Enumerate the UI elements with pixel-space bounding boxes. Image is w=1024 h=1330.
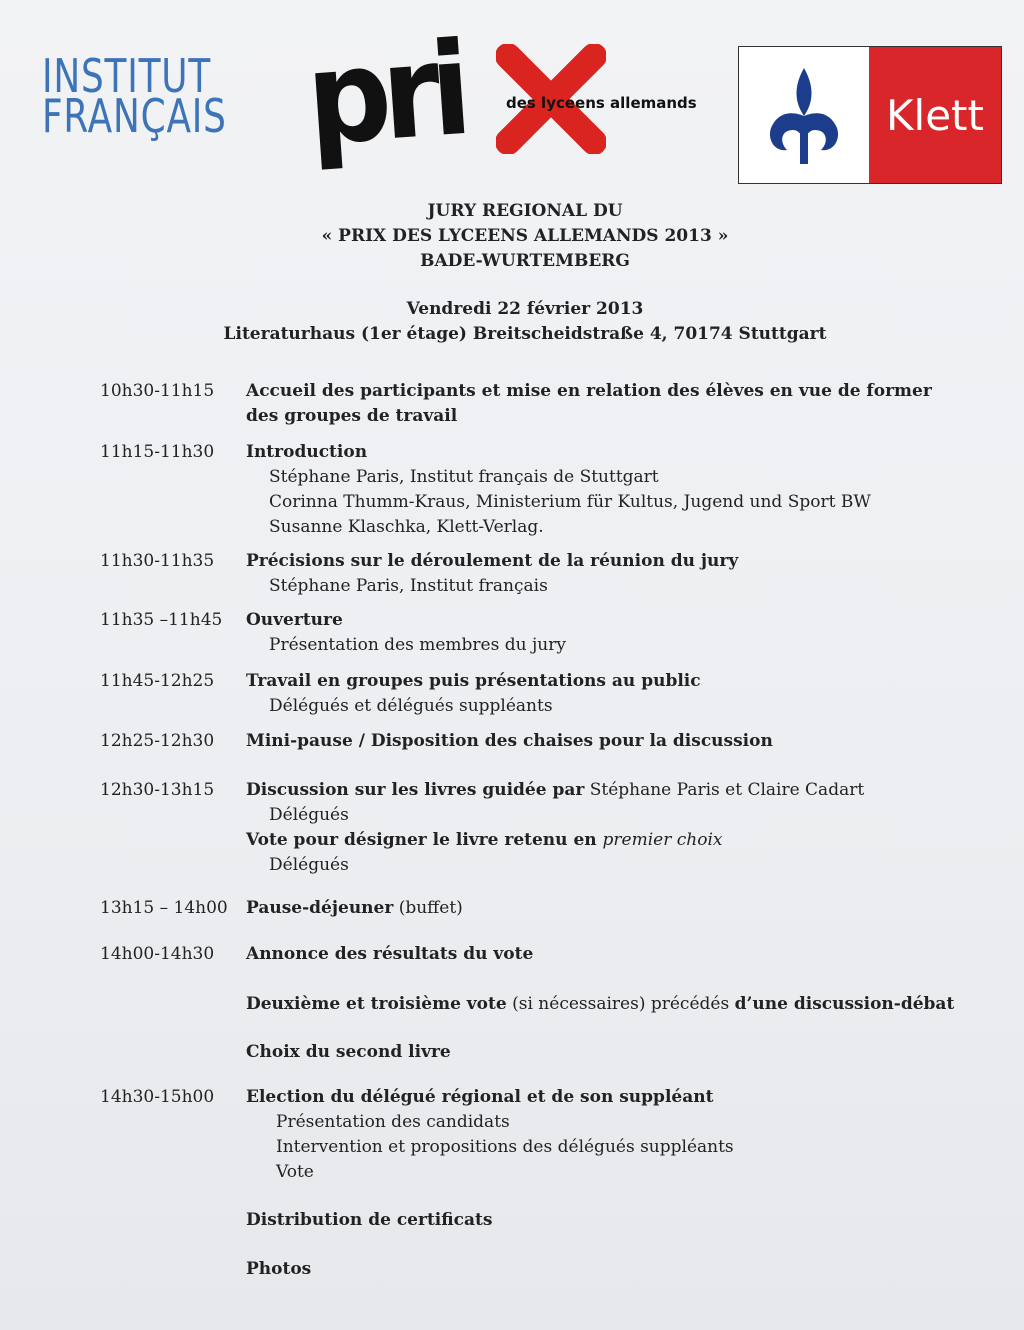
second-vote-line [246,992,954,1017]
schedule-title: Election du délégué régional et de son suppléant [246,1087,714,1107]
schedule-detail: Stéphane Paris, Institut français [269,576,548,596]
title-normal-part: (buffet) [393,898,463,918]
second-vote-bold2: d’une discussion-débat [734,994,955,1014]
schedule-time: 11h35 –11h45 [100,610,223,630]
schedule-title: Ouverture [246,610,343,630]
schedule-time: 12h30-13h15 [100,780,215,800]
schedule-detail: Corinna Thumm-Kraus, Ministerium für Kultus, Jugend und Sport BW [269,492,871,512]
event-date: Vendredi 22 février 2013 [406,299,644,319]
title-bold-part: Pause-déjeuner [246,898,394,918]
certificates-line: Distribution de certificats [246,1210,493,1230]
schedule-time: 14h30-15h00 [100,1087,215,1107]
schedule-time: 13h15 – 14h00 [100,898,228,918]
schedule-time: 14h00-14h30 [100,944,215,964]
photos-line: Photos [246,1259,312,1279]
title-bold-part: Discussion sur les livres guidée par [246,780,585,800]
klett-logo [738,46,1002,184]
schedule-title: Mini-pause / Disposition des chaises pour la discussion [246,731,773,751]
schedule-title: Introduction [246,442,368,462]
schedule-detail: Délégués [269,805,349,825]
vote-italic-part: premier choix [602,830,723,850]
title-line: « PRIX DES LYCEENS ALLEMANDS 2013 » [321,226,729,246]
schedule-title: des groupes de travail [246,406,458,426]
schedule-detail: Susanne Klaschka, Klett-Verlag. [269,517,544,537]
vote-line [246,828,864,853]
schedule-title: Accueil des participants et mise en relation des élèves en vue de former [246,381,932,401]
event-info [0,297,1024,347]
schedule-detail: Intervention et propositions des délégués suppléants [276,1137,734,1157]
prix-logo [300,15,710,176]
schedule-title: Précisions sur le déroulement de la réunion du jury [246,551,739,571]
schedule-time: 10h30-11h15 [100,381,215,401]
schedule-detail: Délégués et délégués suppléants [269,696,553,716]
title-line: JURY REGIONAL DU [427,201,623,221]
klett-wordmark: Klett [869,47,1001,183]
schedule-title: Annonce des résultats du vote [246,944,534,964]
schedule-detail: Présentation des candidats [276,1112,510,1132]
schedule-detail: Stéphane Paris, Institut français de Stuttgart [269,467,659,487]
schedule-title: Travail en groupes puis présentations au public [246,671,701,691]
institut-francais-logo [42,49,227,143]
prix-word: pri [302,15,468,175]
title-normal-part: Stéphane Paris et Claire Cadart [584,780,865,800]
schedule-time: 11h15-11h30 [100,442,215,462]
second-vote-normal: (si nécessaires) précédés [506,994,735,1014]
schedule-detail: Présentation des membres du jury [269,635,566,655]
schedule-time: 11h45-12h25 [100,671,215,691]
prix-tagline: des lyceens allemands [506,94,697,112]
document-title [0,199,1024,274]
schedule-title [246,778,864,803]
vote-bold-part: Vote pour désigner le livre retenu en [246,830,603,850]
schedule-time: 12h25-12h30 [100,731,215,751]
logo-line: INSTITUT [42,49,212,103]
second-vote-bold: Deuxième et troisième vote [246,994,507,1014]
logo-line: FRANÇAIS [42,89,227,143]
schedule-detail: Délégués [269,855,349,875]
third-line: Choix du second livre [246,1042,451,1062]
event-location: Literaturhaus (1er étage) Breitscheidstraße 4, 70174 Stuttgart [223,324,827,344]
title-line: BADE-WURTEMBERG [420,251,630,271]
klett-emblem-icon [739,47,869,183]
schedule-title [246,896,463,921]
schedule-time: 11h30-11h35 [100,551,215,571]
schedule-detail: Vote [276,1162,314,1182]
